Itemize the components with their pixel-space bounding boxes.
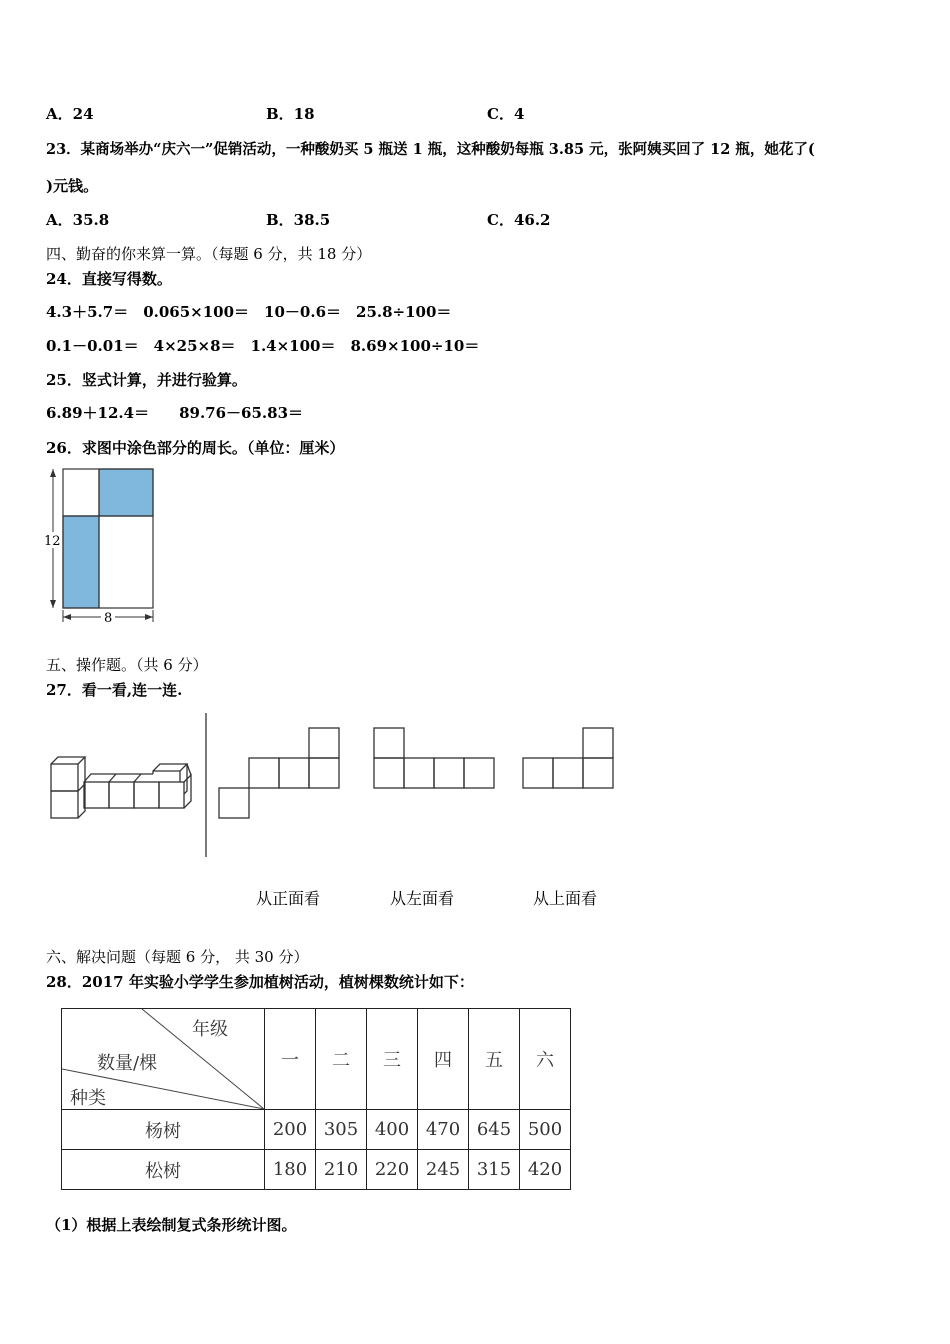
- q23-option-b: B．38.5: [266, 211, 331, 229]
- cell: 245: [418, 1150, 469, 1190]
- row-name-poplar: 杨树: [62, 1110, 265, 1150]
- caption-front-view: 从正面看: [256, 889, 321, 908]
- q22-option-c: C．4: [487, 105, 525, 123]
- cell: 315: [469, 1150, 520, 1190]
- q23-text-line1: 23．某商场举办“庆六一”促销活动，一种酸奶买 5 瓶送 1 瓶，这种酸奶每瓶 3.85 元，张阿姨买回了 12 瓶，她花了(: [46, 141, 815, 158]
- cell: 305: [316, 1110, 367, 1150]
- header-type: 种类: [70, 1088, 106, 1109]
- q23-text-line2: )元钱。: [46, 177, 99, 195]
- grade-5: 五: [469, 1009, 520, 1110]
- cell: 470: [418, 1110, 469, 1150]
- table-row: [62, 1110, 571, 1150]
- grade-3: 三: [367, 1009, 418, 1110]
- q22-option-a: A．24: [46, 105, 94, 123]
- section4-title: 四、勤奋的你来算一算。（每题 6 分，共 18 分）: [46, 245, 372, 263]
- width-label: 8: [104, 611, 113, 626]
- view-figure-3: [523, 728, 613, 788]
- q24-row1: 4.3＋5.7＝ 0.065×100＝ 10－0.6＝ 25.8÷100＝: [46, 303, 452, 321]
- q22-option-b: B．18: [266, 105, 315, 123]
- section5-title: 五、操作题。（共 6 分）: [46, 656, 208, 674]
- cell: 180: [265, 1150, 316, 1190]
- cell: 500: [520, 1110, 571, 1150]
- header-quantity: 数量/棵: [97, 1053, 158, 1074]
- grade-6: 六: [520, 1009, 571, 1110]
- section6-title: 六、解决问题（每题 6 分， 共 30 分）: [46, 948, 309, 966]
- q26-figure: [40, 462, 170, 632]
- caption-left-view: 从左面看: [390, 889, 455, 908]
- q28-sub1: （1）根据上表绘制复式条形统计图。: [46, 1216, 297, 1234]
- shaded-rect-top: [99, 469, 153, 516]
- height-label: 12: [44, 534, 61, 549]
- cell: 220: [367, 1150, 418, 1190]
- cell: 210: [316, 1150, 367, 1190]
- grade-2: 二: [316, 1009, 367, 1110]
- table-header-diagonal: [62, 1009, 265, 1110]
- q23-option-a: A．35.8: [46, 211, 110, 229]
- q27-title: 27．看一看,连一连.: [46, 681, 183, 699]
- cell: 420: [520, 1150, 571, 1190]
- q25-row: 6.89＋12.4＝ 89.76－65.83＝: [46, 404, 304, 422]
- grade-1: 一: [265, 1009, 316, 1110]
- q26-title: 26．求图中涂色部分的周长。（单位：厘米）: [46, 439, 345, 457]
- table-row: [62, 1150, 571, 1190]
- caption-top-view: 从上面看: [533, 889, 598, 908]
- view-figure-2: [374, 728, 494, 788]
- header-grade: 年级: [192, 1019, 228, 1040]
- shaded-rect-left: [63, 516, 99, 608]
- row-name-pine: 松树: [62, 1150, 265, 1190]
- planting-table: [61, 1008, 571, 1190]
- q28-title: 28．2017 年实验小学学生参加植树活动，植树棵数统计如下：: [46, 973, 474, 991]
- q25-title: 25．竖式计算，并进行验算。: [46, 371, 247, 389]
- cell: 200: [265, 1110, 316, 1150]
- q27-figures: [40, 705, 640, 865]
- grade-4: 四: [418, 1009, 469, 1110]
- q24-title: 24．直接写得数。: [46, 270, 172, 288]
- q24-row2: 0.1－0.01＝ 4×25×8＝ 1.4×100＝ 8.69×100÷10＝: [46, 337, 480, 355]
- cube-solid-3d: [51, 757, 191, 818]
- view-figure-1: [219, 728, 339, 818]
- cell: 645: [469, 1110, 520, 1150]
- q23-option-c: C．46.2: [487, 211, 551, 229]
- cell: 400: [367, 1110, 418, 1150]
